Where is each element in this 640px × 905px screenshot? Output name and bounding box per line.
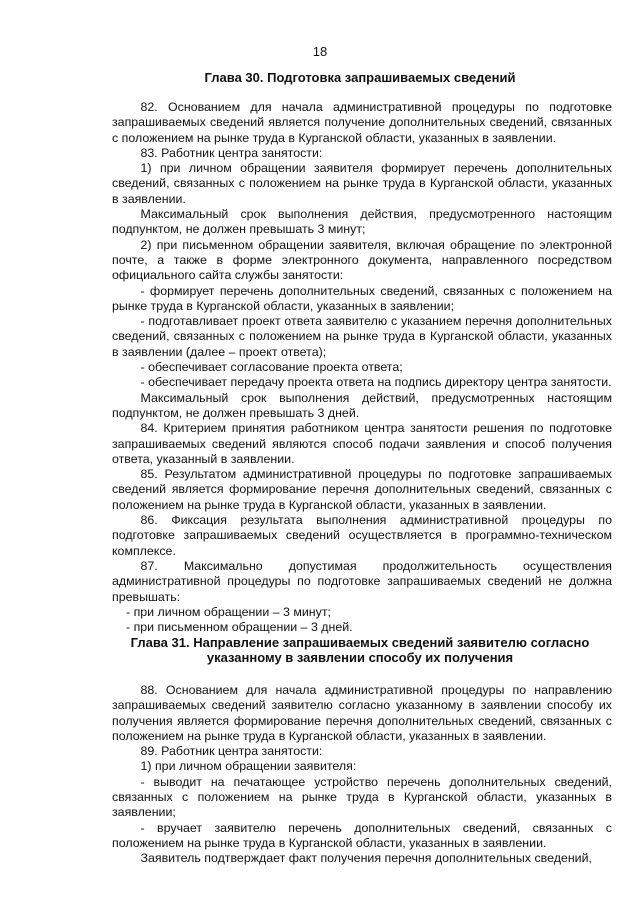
- paragraph-83-1-deadline: Максимальный срок выполнения действия, предусмотренного настоящим подпунктом, не должен превышать 3 минут;: [112, 207, 612, 237]
- bullet-item: - выводит на печатающее устройство перечень дополнительных сведений, связанных с положением на рынке труда в Курганской области, указанных в заявлении;: [112, 774, 612, 820]
- paragraph-88: 88. Основанием для начала административной процедуры по направлению запрашиваемых сведений заявителю согласно указанному в заявлении способу их получения является формирование перечня дополнительных сведений, связанных с положением на рынке труда в Курганской области, указанных в заявлении.: [112, 683, 612, 743]
- bullet-item: - при личном обращении – 3 минут;: [126, 604, 331, 619]
- paragraph-89-1: 1) при личном обращении заявителя:: [140, 759, 357, 774]
- paragraph-83-2: 2) при письменном обращении заявителя, включая обращение по электронной почте, а также в форме электронного документа, направленного посредством официального сайта службы занятости:: [112, 237, 612, 283]
- paragraph-87: 87. Максимально допустимая продолжительность осуществления административной процедуры по подготовке запрашиваемых сведений не должна превышать:: [112, 558, 612, 604]
- paragraph-confirmation: Заявитель подтверждает факт получения перечня дополнительных сведений,: [140, 851, 592, 866]
- paragraph-89: 89. Работник центра занятости:: [140, 744, 323, 759]
- paragraph-85: 85. Результатом административной процедуры по подготовке запрашиваемых сведений является формирование перечня дополнительных сведений, связанных с положением на рынке труда в Курганской области, указанных в заявлении.: [112, 467, 612, 512]
- chapter-31-title: [110, 635, 610, 665]
- page-number: 18: [312, 44, 328, 59]
- chapter-31-title-line-2: указанному в заявлении способу их получения: [206, 650, 514, 665]
- paragraph-83-2-deadline: Максимальный срок выполнения действий, предусмотренных настоящим подпунктом, не должен превышать 3 дней.: [112, 390, 612, 420]
- bullet-item: - при письменном обращении – 3 дней.: [126, 620, 353, 635]
- paragraph-84: 84. Критерием принятия работником центра занятости решения по подготовке запрашиваемых сведений являются способ подачи заявления и способ получения ответа, указанный в заявлении.: [112, 421, 612, 466]
- chapter-31-content: [112, 683, 612, 867]
- paragraph-86: 86. Фиксация результата выполнения административной процедуры по подготовке запрашиваемых сведений осуществляется в программно-техническом комплексе.: [112, 513, 612, 558]
- chapter-30-content: [112, 100, 612, 635]
- paragraph-82: 82. Основанием для начала административной процедуры по подготовке запрашиваемых сведений является получение дополнительных сведений, связанных с положением на рынке труда в Курганской области, указанных в заявлении.: [112, 100, 612, 145]
- bullet-item: - подготавливает проект ответа заявителю с указанием перечня дополнительных сведений, связанных с положением на рынке труда в Курганской области, указанных в заявлении (далее – проект ответа);: [112, 314, 612, 359]
- chapter-30-title: Глава 30. Подготовка запрашиваемых сведений: [204, 70, 516, 85]
- bullet-item: - вручает заявителю перечень дополнительных сведений, связанных с положением на рынке труда в Курганской области, указанных в заявлении.: [112, 820, 612, 850]
- chapter-31-title-line-1: Глава 31. Направление запрашиваемых сведений заявителю согласно: [130, 635, 590, 650]
- bullet-item: - обеспечивает согласование проекта ответа;: [140, 360, 403, 375]
- bullet-item: - формирует перечень дополнительных сведений, связанных с положением на рынке труда в Курганской области, указанных в заявлении;: [112, 283, 612, 313]
- paragraph-83: 83. Работник центра занятости:: [140, 145, 323, 160]
- bullet-item: - обеспечивает передачу проекта ответа на подпись директору центра занятости.: [140, 375, 612, 390]
- paragraph-83-1: 1) при личном обращении заявителя формирует перечень дополнительных сведений, связанных с положением на рынке труда в Курганской области, указанных в заявлении.: [112, 161, 612, 206]
